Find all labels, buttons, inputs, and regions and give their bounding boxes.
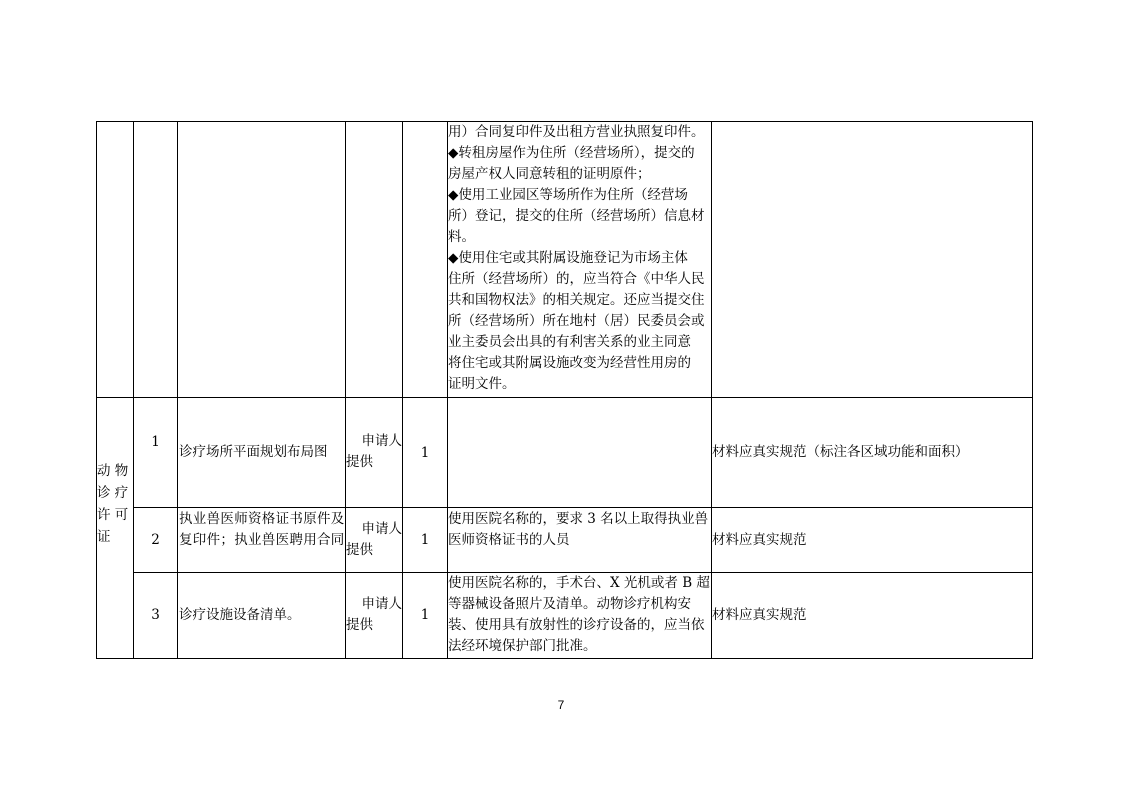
material-requirements: 使用医院名称的，手术台、X 光机或者 B 超等器械设备照片及清单。动物诊疗机构安装、使用具有放射性的诊疗设备的，应当依法经环境保护部门批准。 xyxy=(448,575,710,654)
source-line: 提供 xyxy=(346,454,373,470)
material-notes: 材料应真实规范（标注各区域功能和面积） xyxy=(712,444,969,460)
row-index: 3 xyxy=(151,607,160,623)
requirements-line: 将住宅或其附属设施改变为经营性用房的 xyxy=(448,355,691,371)
material-notes: 材料应真实规范 xyxy=(712,607,807,623)
requirements-line: 用）合同复印件及出租方营业执照复印件。 xyxy=(448,124,705,140)
material-copies: 1 xyxy=(420,607,430,623)
permit-category-line: 许 可 xyxy=(97,507,129,523)
table-column-divider xyxy=(177,121,178,659)
material-notes: 材料应真实规范 xyxy=(712,532,807,548)
material-source xyxy=(346,431,402,473)
table-column-divider xyxy=(133,121,134,659)
material-copies: 1 xyxy=(420,532,430,548)
requirements-line: 住所（经营场所）的，应当符合《中华人民 xyxy=(448,271,705,287)
material-name: 诊疗设施设备清单。 xyxy=(179,607,301,623)
requirements-line: 业主委员会出具的有利害关系的业主同意 xyxy=(448,334,691,350)
source-line: 提供 xyxy=(346,542,373,558)
material-name: 执业兽医师资格证书原件及复印件；执业兽医聘用合同 xyxy=(179,511,345,548)
table-border-left xyxy=(96,121,97,659)
permit-category-cell xyxy=(97,460,133,548)
table-border-bottom xyxy=(96,658,1033,659)
material-source xyxy=(346,594,402,636)
source-line: 申请人 xyxy=(361,596,402,612)
table-row-divider xyxy=(96,397,1033,398)
source-line: 申请人 xyxy=(361,433,402,449)
material-name: 诊疗场所平面规划布局图 xyxy=(179,444,328,460)
requirements-line: ◆转租房屋作为住所（经营场所），提交的 xyxy=(448,145,695,161)
requirements-line: ◆使用住宅或其附属设施登记为市场主体 xyxy=(448,250,688,266)
permit-category-line: 诊 疗 xyxy=(97,485,129,501)
table-column-divider xyxy=(402,121,403,659)
row-index: 1 xyxy=(151,434,160,450)
requirements-line: 料。 xyxy=(448,229,475,245)
requirements-line: 证明文件。 xyxy=(448,376,516,392)
table-column-divider xyxy=(711,121,712,659)
table-border-right xyxy=(1032,121,1033,659)
page-number: 7 xyxy=(557,698,565,712)
material-requirements: 使用医院名称的，要求 3 名以上取得执业兽医师资格证书的人员 xyxy=(448,511,709,548)
permit-category-line: 证 xyxy=(97,529,111,545)
requirements-line: 共和国物权法》的相关规定。还应当提交住 xyxy=(448,292,705,308)
source-line: 申请人 xyxy=(361,521,402,537)
table-column-divider xyxy=(345,121,346,659)
material-source xyxy=(346,519,402,561)
requirements-line: ◆使用工业园区等场所作为住所（经营场 xyxy=(448,187,688,203)
requirements-line: 所）登记，提交的住所（经营场所）信息材 xyxy=(448,208,705,224)
row-index: 2 xyxy=(151,532,160,548)
requirements-line: 房屋产权人同意转租的证明原件； xyxy=(448,166,651,182)
material-copies: 1 xyxy=(420,445,430,461)
permit-category-line: 动 物 xyxy=(97,463,129,479)
table-row-divider xyxy=(133,507,1033,508)
continuation-requirements-cell xyxy=(448,122,710,397)
source-line: 提供 xyxy=(346,617,373,633)
requirements-line: 所（经营场所）所在地村（居）民委员会或 xyxy=(448,313,705,329)
